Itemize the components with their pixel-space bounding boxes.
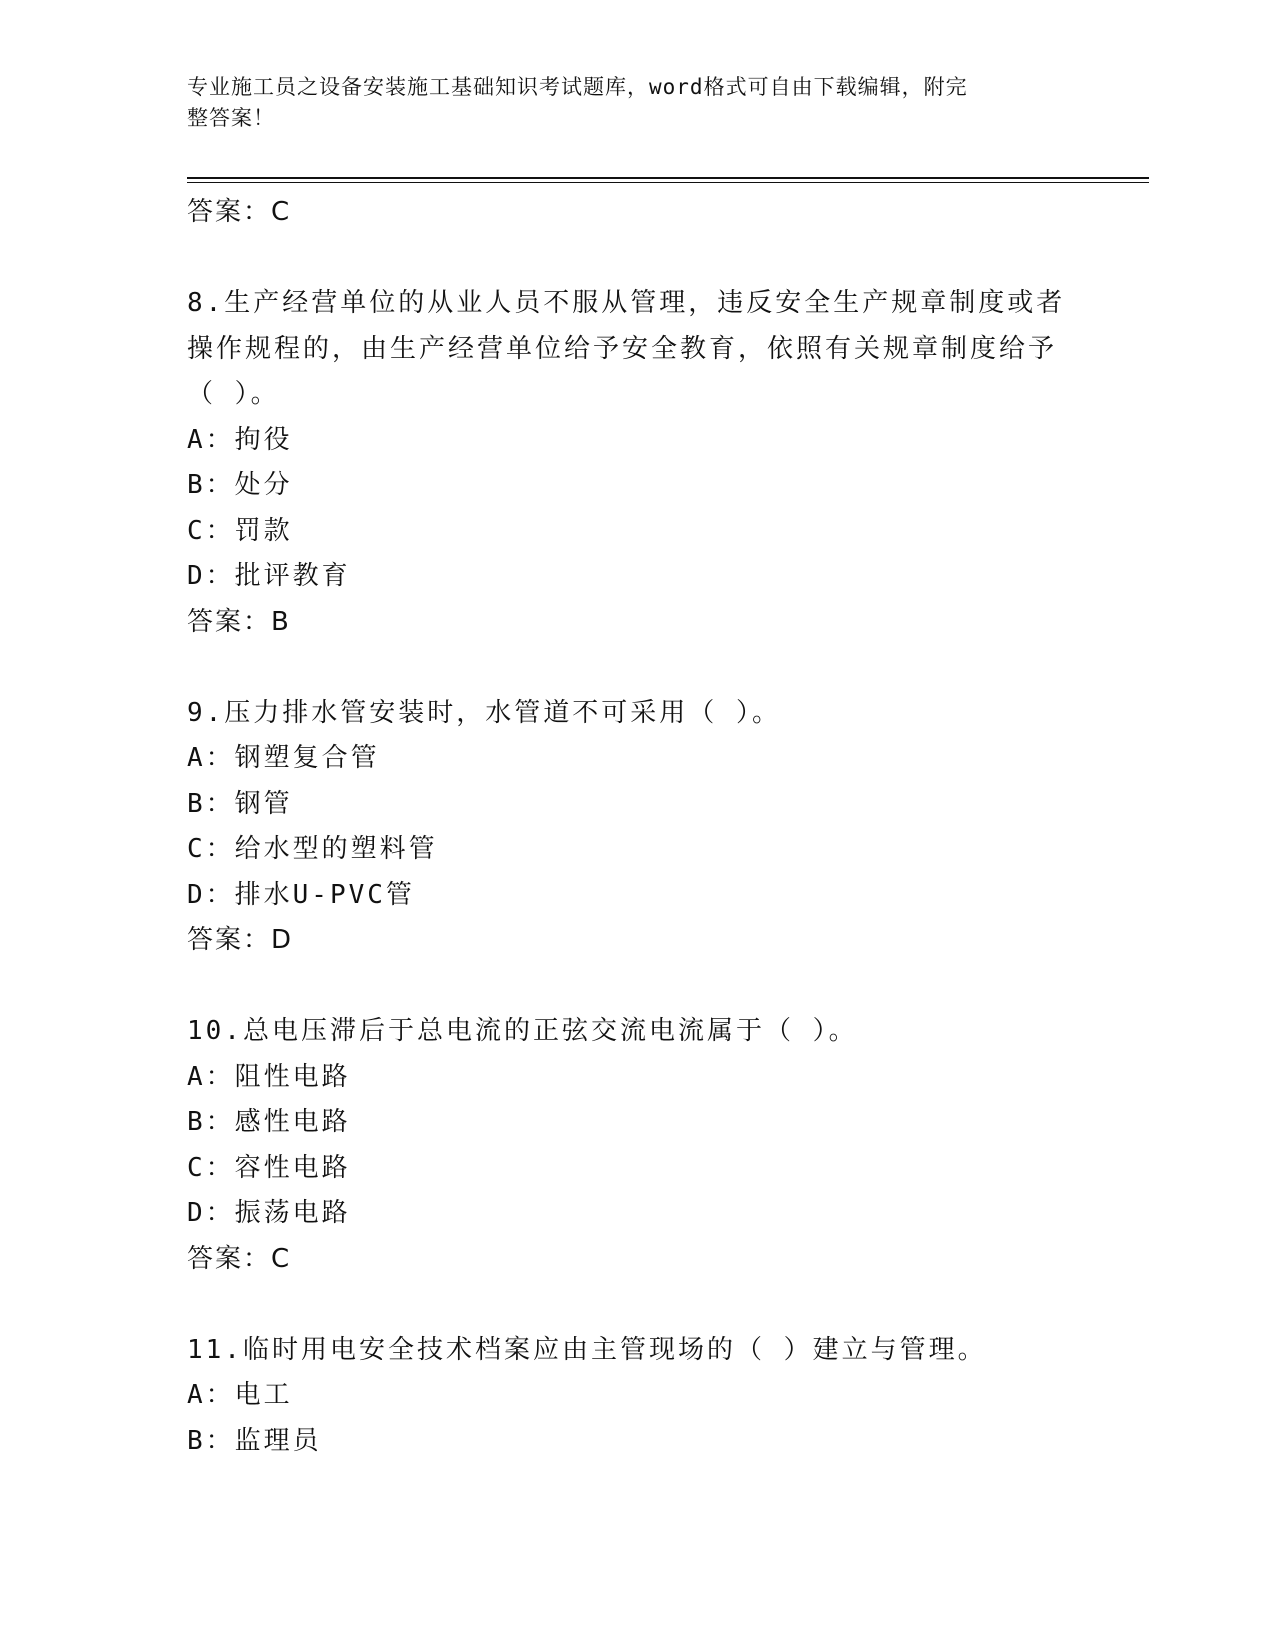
question-8-option-a: A：拘役 bbox=[187, 424, 293, 455]
previous-answer: 答案：C bbox=[187, 197, 292, 227]
question-9-option-d: D：排水U-PVC管 bbox=[187, 879, 415, 910]
header-line-2: 整答案！ bbox=[187, 106, 275, 130]
document-header bbox=[187, 72, 1067, 134]
question-10-option-d: D：振荡电路 bbox=[187, 1198, 351, 1228]
question-11-option-a: A：电工 bbox=[187, 1380, 293, 1410]
header-divider-thin bbox=[187, 182, 1149, 183]
question-9-option-a: A：钢塑复合管 bbox=[187, 743, 380, 773]
question-10-text: 10.总电压滞后于总电流的正弦交流电流属于（ ）。 bbox=[187, 1016, 858, 1046]
question-10-option-b: B：感性电路 bbox=[187, 1107, 351, 1137]
question-8 bbox=[187, 281, 1087, 645]
question-9-answer: 答案：D bbox=[187, 925, 294, 955]
question-8-text-line-2: 操作规程的，由生产经营单位给予安全教育，依照有关规章制度给予 bbox=[187, 333, 1058, 364]
question-11-text: 11.临时用电安全技术档案应由主管现场的（ ）建立与管理。 bbox=[187, 1334, 987, 1365]
question-10-option-c: C：容性电路 bbox=[187, 1152, 351, 1183]
question-10-option-a: A：阻性电路 bbox=[187, 1061, 351, 1092]
question-11 bbox=[187, 1328, 1087, 1465]
header-divider-thick bbox=[187, 177, 1149, 179]
question-9-option-b: B：钢管 bbox=[187, 788, 293, 819]
question-8-text-line-3: （ ）。 bbox=[187, 379, 280, 409]
question-10 bbox=[187, 1009, 1087, 1282]
question-9-option-c: C：给水型的塑料管 bbox=[187, 834, 438, 864]
question-list bbox=[187, 190, 1087, 1464]
question-8-option-d: D：批评教育 bbox=[187, 561, 351, 591]
question-8-option-b: B：处分 bbox=[187, 470, 293, 500]
header-line-1: 专业施工员之设备安装施工基础知识考试题库，word格式可自由下载编辑，附完 bbox=[187, 75, 968, 99]
question-11-option-b: B：监理员 bbox=[187, 1425, 322, 1456]
question-9 bbox=[187, 691, 1087, 964]
question-9-text: 9.压力排水管安装时，水管道不可采用（ ）。 bbox=[187, 697, 781, 728]
question-8-text-line-1: 8.生产经营单位的从业人员不服从管理，违反安全生产规章制度或者 bbox=[187, 288, 1066, 318]
question-10-answer: 答案：C bbox=[187, 1243, 292, 1274]
question-8-answer: 答案：B bbox=[187, 606, 291, 637]
question-8-option-c: C：罚款 bbox=[187, 515, 293, 546]
